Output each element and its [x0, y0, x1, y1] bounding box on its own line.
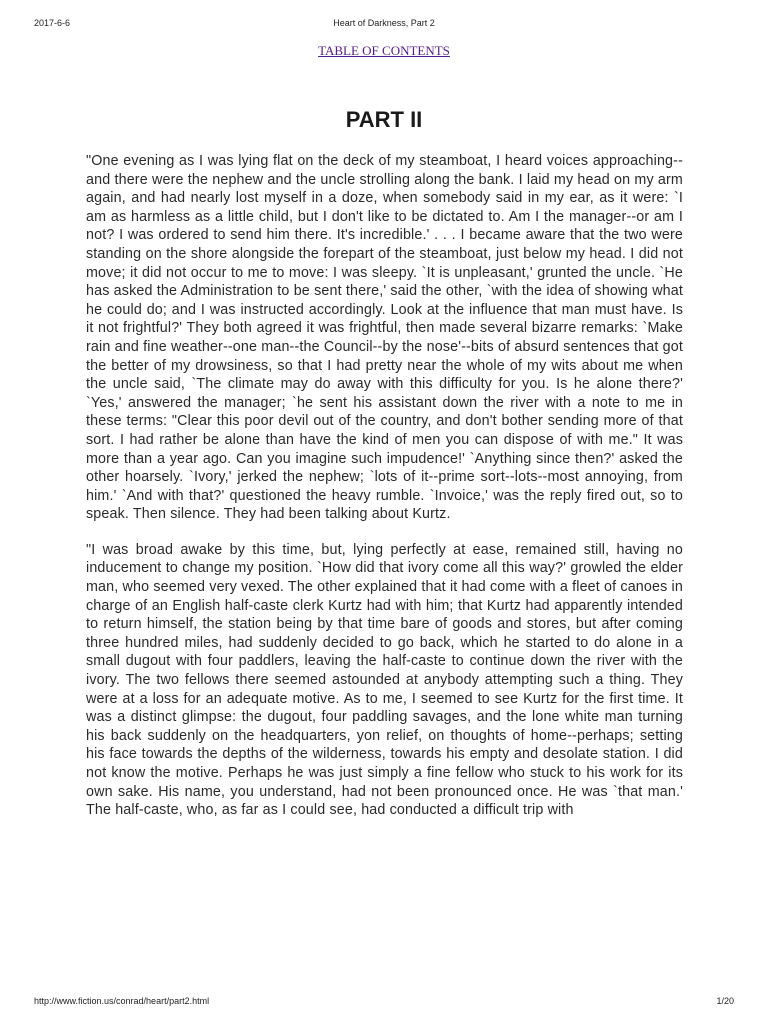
body-text [86, 152, 683, 837]
part-title: PART II [345, 107, 423, 132]
print-footer-url: http://www.fiction.us/conrad/heart/part2.html [34, 996, 210, 1006]
paragraph: "One evening as I was lying flat on the deck of my steamboat, I heard voices approaching--and there were the nephew and the uncle strolling along the bank. I laid my head on my arm again, and had nearly lost myself in a doze, when somebody said in my ear, as it were: `I am as harmless as a little child, but I don't like to be dictated to. Am I the manager--or am I not? I was ordered to send him there. It's incredible.' . . . I became aware that the two were standing on the shore alongside the forepart of the steamboat, just below my head. I did not move; it did not occur to me to move: I was sleepy. `It is unpleasant,' grunted the uncle. `He has asked the Administration to be sent there,' said the other, `with the idea of showing what he could do; and I was instructed accordingly. Look at the influence that man must have. Is it not frightful?' They both agreed it was frightful, then made several bizarre remarks: `Make rain and fine weather--one man--the Council--by the nose'--bits of absurd sentences that got the better of my drowsiness, so that I had pretty near the whole of my wits about me when the uncle said, `The climate may do away with this difficulty for you. Is he alone there?' `Yes,' answered the manager; `he sent his assistant down the river with a note to me in these terms: "Clear this poor devil out of the country, and don't bother sending more of that sort. I had rather be alone than have the kind of men you can dispose of with me." It was more than a year ago. Can you imagine such impudence!' `Anything since then?' asked the other hoarsely. `Ivory,' jerked the nephew; `lots of it--prime sort--lots--most annoying, from him.' `And with that?' questioned the heavy rumble. `Invoice,' was the reply fired out, so to speak. Then silence. They had been talking about Kurtz. [86, 153, 683, 523]
table-of-contents-link[interactable]: TABLE OF CONTENTS [318, 43, 450, 58]
print-header-title: Heart of Darkness, Part 2 [333, 18, 435, 28]
paragraph: "I was broad awake by this time, but, lying perfectly at ease, remained still, having no inducement to change my position. `How did that ivory come all this way?' growled the elder man, who seemed very vexed. The other explained that it had come with a fleet of canoes in charge of an English half-caste clerk Kurtz had with him; that Kurtz had apparently intended to return himself, the station being by that time bare of goods and stores, but after coming three hundred miles, had suddenly decided to go back, which he started to do alone in a small dugout with four paddlers, leaving the half-caste to continue down the river with the ivory. The two fellows there seemed astounded at anybody attempting such a thing. They were at a loss for an adequate motive. As to me, I seemed to see Kurtz for the first time. It was a distinct glimpse: the dugout, four paddling savages, and the lone white man turning his back suddenly on the headquarters, yon relief, on thoughts of home--perhaps; setting his face towards the depths of the wilderness, towards his empty and desolate station. I did not know the motive. Perhaps he was just simply a fine fellow who stuck to his work for its own sake. His name, you understand, had not been pronounced once. He was `that man.' The half-caste, who, as far as I could see, had conducted a difficult trip with [86, 541, 683, 819]
print-footer-page-number: 1/20 [716, 996, 734, 1006]
print-header-date: 2017-6-6 [34, 18, 71, 28]
